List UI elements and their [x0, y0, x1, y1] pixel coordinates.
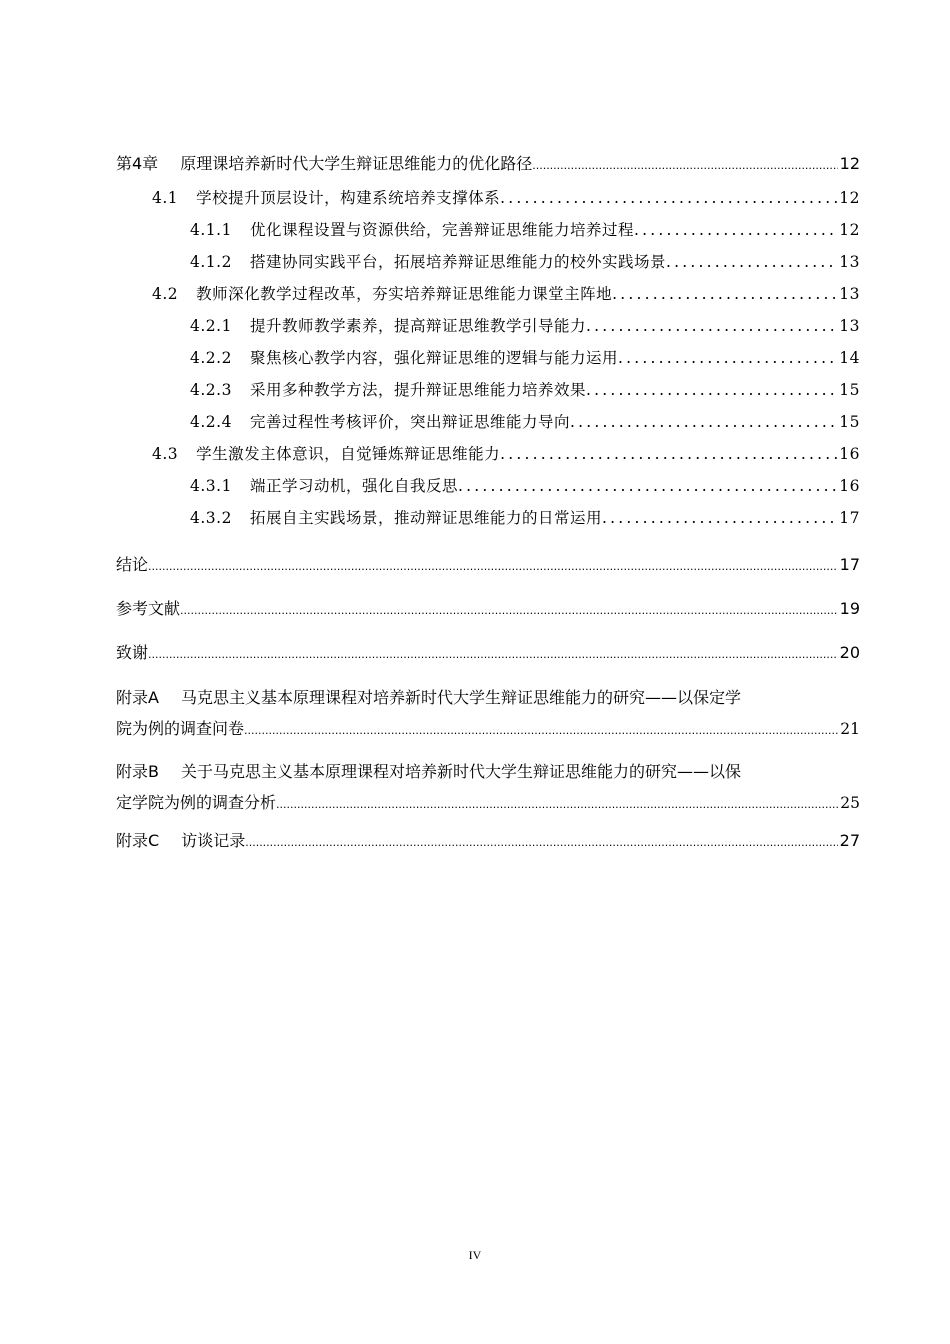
toc-page-number: 16: [839, 477, 860, 495]
toc-entry-4-2-3[interactable]: [116, 374, 860, 406]
toc-page-number: 25: [840, 794, 860, 812]
toc-leader: [618, 342, 837, 374]
toc-title: 搭建协同实践平台，拓展培养辩证思维能力的校外实践场景: [249, 253, 666, 271]
toc-page-number: 17: [839, 509, 860, 527]
toc-entry-4-1-2[interactable]: [116, 246, 860, 278]
toc-leader: [532, 148, 837, 182]
toc-entry-4-3-1[interactable]: [116, 470, 860, 502]
toc-number: 4.3.1: [190, 477, 232, 495]
toc-entry-acknowledgements[interactable]: [116, 632, 860, 676]
toc-page-number: 14: [839, 349, 860, 367]
toc-leader: [244, 714, 838, 746]
toc-title: 教师深化教学过程改革，夯实培养辩证思维能力课堂主阵地: [196, 285, 613, 303]
toc-entry-appendix-c[interactable]: [116, 820, 860, 864]
toc-title: 结论: [116, 555, 149, 574]
toc-entry-4-1[interactable]: [116, 182, 860, 214]
toc-entry-references[interactable]: [116, 588, 860, 632]
toc-page-number: 13: [839, 285, 860, 303]
toc-title: 参考文献: [116, 599, 181, 618]
toc-entry-chapter-4[interactable]: [116, 148, 860, 182]
toc-page-number: 13: [839, 253, 860, 271]
toc-page-number: 12: [839, 221, 860, 239]
toc-title-line: [116, 788, 860, 820]
toc-title-continued: 院为例的调查问卷: [116, 719, 245, 738]
table-of-contents: [116, 148, 860, 864]
toc-entry-conclusion[interactable]: [116, 544, 860, 588]
toc-number: 4.2: [152, 285, 179, 303]
toc-title: 学校提升顶层设计，构建系统培养支撑体系: [196, 189, 501, 207]
toc-leader: [148, 544, 838, 588]
toc-number: 第4章: [116, 154, 159, 173]
toc-entry-4-3[interactable]: [116, 438, 860, 470]
toc-title-line: [116, 714, 860, 746]
toc-leader: [458, 470, 837, 502]
toc-entry-appendix-a[interactable]: [116, 682, 860, 746]
toc-leader: [602, 502, 837, 534]
toc-title-continued: 定学院为例的调查分析: [116, 793, 277, 812]
toc-leader: [634, 214, 837, 246]
toc-page-number: 16: [839, 445, 860, 463]
toc-page-number: 17: [839, 555, 860, 574]
toc-title-line: [116, 682, 860, 714]
toc-title: 致谢: [116, 643, 149, 662]
toc-page-number: 19: [839, 599, 860, 618]
toc-title: 马克思主义基本原理课程对培养新时代大学生辩证思维能力的研究——以保定学: [180, 688, 741, 707]
toc-title: 采用多种教学方法，提升辩证思维能力培养效果: [249, 381, 586, 399]
toc-entry-4-1-1[interactable]: [116, 214, 860, 246]
toc-number: 4.1.2: [190, 253, 232, 271]
toc-title: 提升教师教学素养，提高辩证思维教学引导能力: [249, 317, 586, 335]
toc-page-number: 27: [839, 831, 860, 850]
toc-page-number: 15: [839, 413, 860, 431]
toc-leader: [500, 182, 837, 214]
toc-number: 附录B: [116, 762, 159, 781]
toc-entry-4-2-1[interactable]: [116, 310, 860, 342]
toc-title: 优化课程设置与资源供给，完善辩证思维能力培养过程: [249, 221, 634, 239]
toc-leader: [586, 310, 837, 342]
toc-leader: [612, 278, 837, 310]
toc-leader: [245, 820, 837, 864]
toc-number: 4.3: [152, 445, 179, 463]
toc-leader: [666, 246, 837, 278]
toc-number: 4.2.2: [190, 349, 232, 367]
toc-number: 附录A: [116, 688, 159, 707]
toc-title: 原理课培养新时代大学生辩证思维能力的优化路径: [180, 154, 533, 173]
toc-leader: [276, 788, 838, 820]
toc-leader: [180, 588, 838, 632]
toc-title: 完善过程性考核评价，突出辩证思维能力导向: [249, 413, 570, 431]
toc-title-line: [116, 756, 860, 788]
toc-entry-4-2-4[interactable]: [116, 406, 860, 438]
toc-number: 4.3.2: [190, 509, 232, 527]
toc-page-number: 15: [839, 381, 860, 399]
toc-leader: [586, 374, 837, 406]
toc-title: 端正学习动机，强化自我反思: [249, 477, 458, 495]
toc-leader: [500, 438, 837, 470]
toc-entry-4-3-2[interactable]: [116, 502, 860, 534]
page-number-footer: IV: [468, 1248, 482, 1262]
toc-title: 学生激发主体意识，自觉锤炼辩证思维能力: [196, 445, 501, 463]
toc-number: 4.1.1: [190, 221, 232, 239]
toc-number: 4.1: [152, 189, 179, 207]
toc-entry-appendix-b[interactable]: [116, 756, 860, 820]
toc-entry-4-2-2[interactable]: [116, 342, 860, 374]
toc-title: 拓展自主实践场景，推动辩证思维能力的日常运用: [249, 509, 602, 527]
toc-number: 附录C: [116, 831, 160, 850]
toc-leader: [570, 406, 837, 438]
toc-entry-4-2[interactable]: [116, 278, 860, 310]
toc-number: 4.2.1: [190, 317, 232, 335]
toc-number: 4.2.3: [190, 381, 232, 399]
toc-title: 访谈记录: [181, 831, 246, 850]
toc-leader: [148, 632, 838, 676]
toc-title: 聚焦核心教学内容，强化辩证思维的逻辑与能力运用: [249, 349, 618, 367]
toc-page-number: 21: [840, 720, 860, 738]
toc-page-number: 20: [839, 643, 860, 662]
toc-title: 关于马克思主义基本原理课程对培养新时代大学生辩证思维能力的研究——以保: [180, 762, 741, 781]
toc-page-number: 13: [839, 317, 860, 335]
toc-page-number: 12: [839, 154, 860, 173]
toc-number: 4.2.4: [190, 413, 232, 431]
toc-page-number: 12: [839, 189, 860, 207]
